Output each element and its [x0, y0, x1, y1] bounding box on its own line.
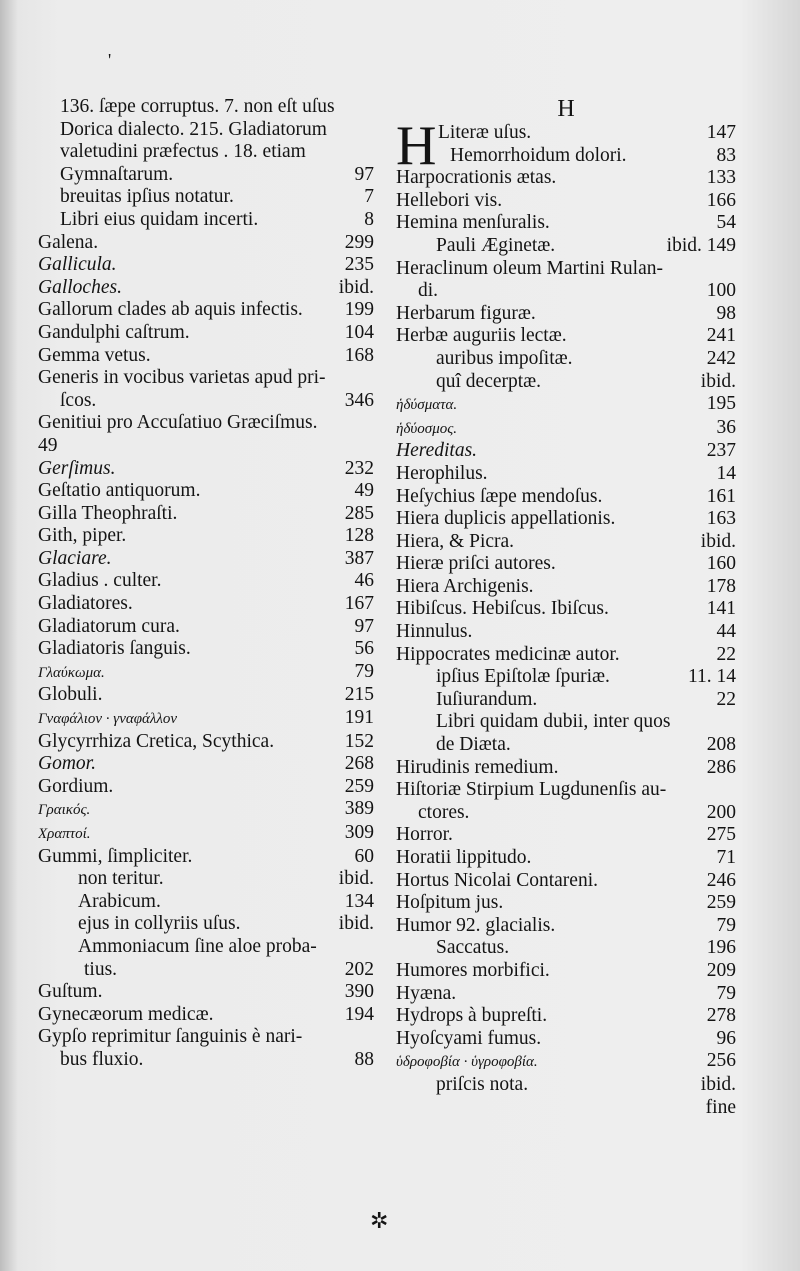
entry-text: di.: [418, 280, 439, 302]
entry-page: 178: [706, 575, 736, 597]
entry-text: Gladiatoris ſanguis.: [38, 638, 191, 660]
index-entry: [396, 417, 736, 441]
index-entry: [38, 707, 374, 731]
entry-page: 235: [344, 254, 374, 276]
entry-page: 202: [344, 958, 374, 980]
entry-page: 104: [344, 321, 374, 343]
index-entry: [396, 689, 736, 712]
index-entry: [38, 232, 374, 255]
entry-page: 79: [716, 982, 736, 1004]
entry-page: 83: [716, 144, 736, 166]
index-entry: [38, 525, 374, 548]
index-entry: [38, 638, 374, 661]
entry-page: 191: [344, 707, 374, 729]
entry-text: Hydrops à bupreſti.: [396, 1005, 548, 1027]
entry-page: 199: [344, 299, 374, 321]
index-entry: [38, 570, 374, 593]
index-entry: [38, 345, 374, 368]
entry-page: 97: [354, 163, 374, 185]
entry-text: Hirudinis remedium.: [396, 756, 559, 778]
entry-page: 11. 14: [687, 666, 736, 688]
entry-page: 196: [706, 937, 736, 959]
index-entry: [396, 824, 736, 847]
index-entry: [38, 1026, 374, 1049]
index-entry: [438, 145, 736, 168]
entry-page: 286: [706, 756, 736, 778]
index-entry: [396, 212, 736, 235]
entry-text: Gladius . culter.: [38, 570, 162, 592]
index-entry: [396, 892, 736, 915]
entry-text: Humor 92. glacialis.: [396, 914, 556, 936]
entry-page: 389: [344, 798, 374, 820]
entry-text: Humores morbifici.: [396, 959, 550, 981]
index-entry: [396, 666, 736, 689]
entry-page: 36: [716, 416, 736, 438]
top-mark: ': [108, 50, 112, 70]
entry-text: Galena.: [38, 231, 99, 253]
index-entry: [396, 779, 736, 802]
entry-text: Gandulphi caſtrum.: [38, 321, 190, 343]
index-entry: [38, 776, 374, 799]
entry-text: Horror.: [396, 824, 453, 846]
entry-page: 246: [706, 869, 736, 891]
entry-text: valetudini præfectus . 18. etiam: [60, 141, 306, 163]
index-entry: [38, 186, 374, 209]
index-entry: [396, 576, 736, 599]
index-entry: [396, 167, 736, 190]
entry-text: ὑδροφοβία · ὑγροφοβία.: [396, 1054, 538, 1071]
index-entry: [396, 1028, 736, 1051]
entry-page: ibid.: [338, 276, 374, 298]
entry-page: 299: [344, 231, 374, 253]
index-entry: [396, 711, 736, 734]
entry-page: 167: [344, 593, 374, 615]
index-entry: [396, 802, 736, 825]
entry-text: Hemorrhoidum dolori.: [450, 144, 627, 166]
index-entry: [38, 164, 374, 187]
entry-page: 133: [706, 167, 736, 189]
entry-text: Gallorum clades ab aquis infectis.: [38, 299, 303, 321]
entry-page: 134: [344, 890, 374, 912]
index-entry: [396, 486, 736, 509]
index-entry: [38, 798, 374, 822]
entry-page: 215: [344, 684, 374, 706]
entry-text: Pauli Æginetæ.: [436, 234, 556, 256]
entry-text: Herbarum figuræ.: [396, 302, 536, 324]
entry-text: Hiera duplicis appellationis.: [396, 508, 616, 530]
entry-text: Gerſimus.: [38, 457, 116, 479]
left-index-column: [38, 96, 374, 1072]
entry-text: de Diæta.: [436, 734, 511, 756]
index-entry: [38, 322, 374, 345]
entry-page: 242: [706, 347, 736, 369]
ornament-icon: ✲: [370, 1208, 389, 1233]
entry-text: Saccatus.: [436, 937, 510, 959]
index-entry: [38, 96, 374, 119]
entry-text: quî decerptæ.: [436, 370, 542, 392]
index-entry: [396, 325, 736, 348]
index-entry: [396, 1005, 736, 1028]
entry-page: 163: [706, 508, 736, 530]
entry-page: 278: [706, 1005, 736, 1027]
index-entry: [396, 1074, 736, 1097]
entry-page: fine: [705, 1096, 736, 1118]
index-entry: [38, 548, 374, 571]
index-entry: [38, 119, 374, 142]
entry-text: Γλαύκωμα.: [38, 664, 105, 681]
entry-page: 241: [706, 325, 736, 347]
entry-text: Harpocrationis ætas.: [396, 167, 557, 189]
entry-page: 97: [354, 615, 374, 637]
entry-page: 346: [344, 389, 374, 411]
index-entry: [396, 280, 736, 303]
index-entry: [396, 553, 736, 576]
entry-page: 166: [706, 189, 736, 211]
index-entry: [38, 299, 374, 322]
entry-page: 208: [706, 734, 736, 756]
entry-text: Gordium.: [38, 775, 114, 797]
entry-text: Γναφάλιον · γναφάλλον: [38, 711, 178, 728]
index-entry: [38, 254, 374, 277]
entry-page: 56: [354, 638, 374, 660]
entry-page: 194: [344, 1003, 374, 1025]
index-entry: [38, 616, 374, 639]
entry-page: 268: [344, 753, 374, 775]
section-letter-heading: H: [557, 96, 575, 122]
index-entry: [396, 393, 736, 417]
entry-text: Hoſpitum jus.: [396, 892, 504, 914]
index-entry: [38, 846, 374, 869]
entry-page: 259: [344, 775, 374, 797]
entry-page: 195: [706, 393, 736, 415]
entry-text: Libri quidam dubii, inter quos: [436, 711, 671, 733]
entry-text: Gemma vetus.: [38, 344, 151, 366]
entry-page: 8: [364, 208, 374, 230]
index-entry: [396, 960, 736, 983]
entry-text: bus fluxio.: [60, 1048, 144, 1070]
entry-text: Hiera, & Picra.: [396, 530, 515, 552]
drop-cap-letter: H: [396, 115, 437, 177]
index-entry: [396, 190, 736, 213]
index-entry: [38, 731, 374, 754]
entry-text: Gilla Theophraſti.: [38, 502, 178, 524]
entry-text: tius.: [84, 958, 118, 980]
entry-page: 141: [706, 598, 736, 620]
index-entry: [396, 258, 736, 281]
entry-text: Glaciare.: [38, 547, 112, 569]
index-entry: [38, 981, 374, 1004]
entry-text: Hibiſcus. Hebiſcus. Ibiſcus.: [396, 598, 609, 620]
entry-text: 136. ſæpe corruptus. 7. non eſt uſus: [60, 96, 335, 117]
index-entry: [396, 440, 736, 463]
entry-text: Gomor.: [38, 753, 96, 775]
entry-text: Gummi, ſimpliciter.: [38, 845, 193, 867]
index-entry: [396, 734, 736, 757]
index-entry: [38, 661, 374, 685]
index-entry: [396, 847, 736, 870]
entry-page: 54: [716, 212, 736, 234]
entry-text: Dorica dialecto. 215. Gladiatorum: [60, 118, 327, 140]
index-entry: [396, 644, 736, 667]
index-entry: [38, 503, 374, 526]
entry-text: Hyæna.: [396, 982, 457, 1004]
index-entry: [38, 480, 374, 503]
index-entry: [396, 1097, 736, 1120]
entry-page: 98: [716, 302, 736, 324]
entry-text: Hinnulus.: [396, 621, 473, 643]
entry-page: 275: [706, 824, 736, 846]
entry-page: 309: [344, 822, 374, 843]
dropcap-block: [396, 115, 736, 177]
index-entry: [396, 531, 736, 554]
entry-page: ibid.: [338, 868, 374, 890]
index-entry: [438, 122, 736, 145]
entry-page: 128: [344, 525, 374, 547]
entry-page: 160: [706, 553, 736, 575]
entry-text: Herophilus.: [396, 462, 488, 484]
entry-text: Gymnaſtarum.: [60, 163, 174, 185]
entry-text: Genitiui pro Accuſatiuo Græciſmus.: [38, 412, 318, 434]
entry-text: Herbæ auguriis lectæ.: [396, 325, 567, 347]
entry-text: Generis in vocibus varietas apud pri-: [38, 367, 326, 389]
entry-text: ejus in collyriis uſus.: [78, 913, 241, 935]
entry-page: 79: [716, 914, 736, 936]
entry-text: Galloches.: [38, 276, 122, 298]
entry-text: Globuli.: [38, 684, 103, 706]
index-entry: [38, 412, 374, 435]
index-entry: [396, 983, 736, 1006]
entry-page: 22: [716, 688, 736, 710]
index-entry: [396, 915, 736, 938]
index-entry: [396, 937, 736, 960]
index-entry: [38, 913, 374, 936]
entry-text: Gladiatores.: [38, 593, 133, 615]
entry-page: 200: [706, 801, 736, 823]
index-entry: [38, 822, 374, 846]
entry-page: 7: [364, 186, 374, 208]
entry-page: 46: [354, 570, 374, 592]
index-entry: [396, 1050, 736, 1074]
entry-text: Γραικός.: [38, 802, 91, 819]
entry-text: Geſtatio antiquorum.: [38, 480, 201, 502]
right-entries: [396, 167, 736, 1119]
entry-text: Guſtum.: [38, 981, 103, 1003]
index-entry: [396, 598, 736, 621]
entry-text: Heraclinum oleum Martini Rulan-: [396, 257, 663, 279]
entry-page: 79: [354, 660, 374, 682]
index-entry: [38, 684, 374, 707]
entry-page: 49: [354, 480, 374, 502]
entry-text: Heſychius ſæpe mendoſus.: [396, 485, 603, 507]
index-entry: [38, 435, 374, 458]
entry-text: Hortus Nicolai Contareni.: [396, 869, 598, 891]
index-entry: [38, 209, 374, 232]
entry-text: Ammoniacum ſine aloe proba-: [78, 935, 317, 957]
index-entry: [38, 277, 374, 300]
entry-text: Literæ uſus.: [438, 122, 532, 143]
entry-page: 22: [716, 643, 736, 665]
entry-page: ibid.: [700, 530, 736, 552]
index-entry: [396, 348, 736, 371]
entry-page: ibid. 149: [666, 234, 736, 256]
entry-page: 387: [344, 547, 374, 569]
index-entry: [396, 870, 736, 893]
entry-text: Hippocrates medicinæ autor.: [396, 643, 620, 665]
index-entry: [38, 868, 374, 891]
entry-text: ipſius Epiſtolæ ſpuriæ.: [436, 666, 610, 688]
entry-text: Libri eius quidam incerti.: [60, 208, 259, 230]
entry-page: 232: [344, 457, 374, 479]
entry-text: Hieræ priſci autores.: [396, 553, 556, 575]
entry-text: Hemina menſuralis.: [396, 212, 550, 234]
entry-page: 88: [354, 1048, 374, 1070]
entry-text: Glycyrrhiza Cretica, Scythica.: [38, 730, 275, 752]
index-entry: [396, 371, 736, 394]
entry-page: 168: [344, 344, 374, 366]
index-entry: [396, 235, 736, 258]
entry-text: auribus impoſitæ.: [436, 347, 573, 369]
entry-page: 237: [706, 440, 736, 462]
entry-text: Gallicula.: [38, 254, 117, 276]
entry-page: 152: [344, 730, 374, 752]
index-entry: [38, 753, 374, 776]
entry-page: 390: [344, 981, 374, 1003]
entry-page: 209: [706, 959, 736, 981]
entry-text: Hyoſcyami fumus.: [396, 1027, 542, 1049]
entry-text: Gith, piper.: [38, 525, 127, 547]
index-entry: [38, 458, 374, 481]
index-entry: [396, 463, 736, 486]
entry-text: Gynecæorum medicæ.: [38, 1003, 214, 1025]
entry-page: 71: [716, 847, 736, 868]
entry-text: 49: [38, 434, 58, 456]
entry-text: Hiera Archigenis.: [396, 575, 534, 597]
index-entry: [38, 390, 374, 413]
index-entry: [396, 621, 736, 644]
entry-text: Gladiatorum cura.: [38, 615, 180, 637]
right-index-column: [396, 96, 736, 1119]
index-entry: [396, 508, 736, 531]
index-entry: [38, 593, 374, 616]
entry-text: ἡδύσματα.: [396, 397, 458, 414]
entry-text: Iuſiurandum.: [436, 688, 538, 710]
entry-text: ἡδύοσμος.: [396, 420, 458, 437]
index-entry: [38, 141, 374, 164]
entry-page: 285: [344, 502, 374, 524]
index-entry: [38, 936, 374, 959]
entry-page: 96: [716, 1027, 736, 1049]
entry-page: 60: [354, 845, 374, 867]
index-entry: [38, 891, 374, 914]
entry-page: ibid.: [700, 370, 736, 392]
entry-page: ibid.: [338, 913, 374, 935]
entry-text: Arabicum.: [78, 890, 161, 912]
entry-text: non teritur.: [78, 868, 164, 890]
index-entry: [396, 303, 736, 326]
entry-text: breuitas ipſius notatur.: [60, 186, 234, 208]
entry-page: 259: [706, 892, 736, 914]
entry-text: ctores.: [418, 801, 470, 823]
entry-text: Χραπτοί.: [38, 826, 91, 842]
index-entry: [38, 367, 374, 390]
entry-page: 14: [716, 462, 736, 484]
entry-text: ſcos.: [60, 389, 97, 411]
entry-page: 100: [706, 280, 736, 302]
index-entry: [396, 757, 736, 780]
index-entry: [38, 1049, 374, 1072]
entry-text: Hiſtoriæ Stirpium Lugdunenſis au-: [396, 779, 667, 801]
index-entry: [38, 1004, 374, 1027]
entry-text: priſcis nota.: [436, 1073, 529, 1095]
entry-text: Horatii lippitudo.: [396, 847, 532, 868]
entry-page: 147: [706, 122, 736, 143]
entry-page: 161: [706, 485, 736, 507]
entry-text: Gypſo reprimitur ſanguinis è nari-: [38, 1026, 303, 1048]
entry-page: 44: [716, 621, 736, 643]
index-entry: [38, 959, 374, 982]
entry-text: Hellebori vis.: [396, 189, 503, 211]
entry-page: ibid.: [700, 1073, 736, 1095]
entry-page: 256: [706, 1050, 736, 1072]
entry-text: Hereditas.: [396, 440, 478, 462]
